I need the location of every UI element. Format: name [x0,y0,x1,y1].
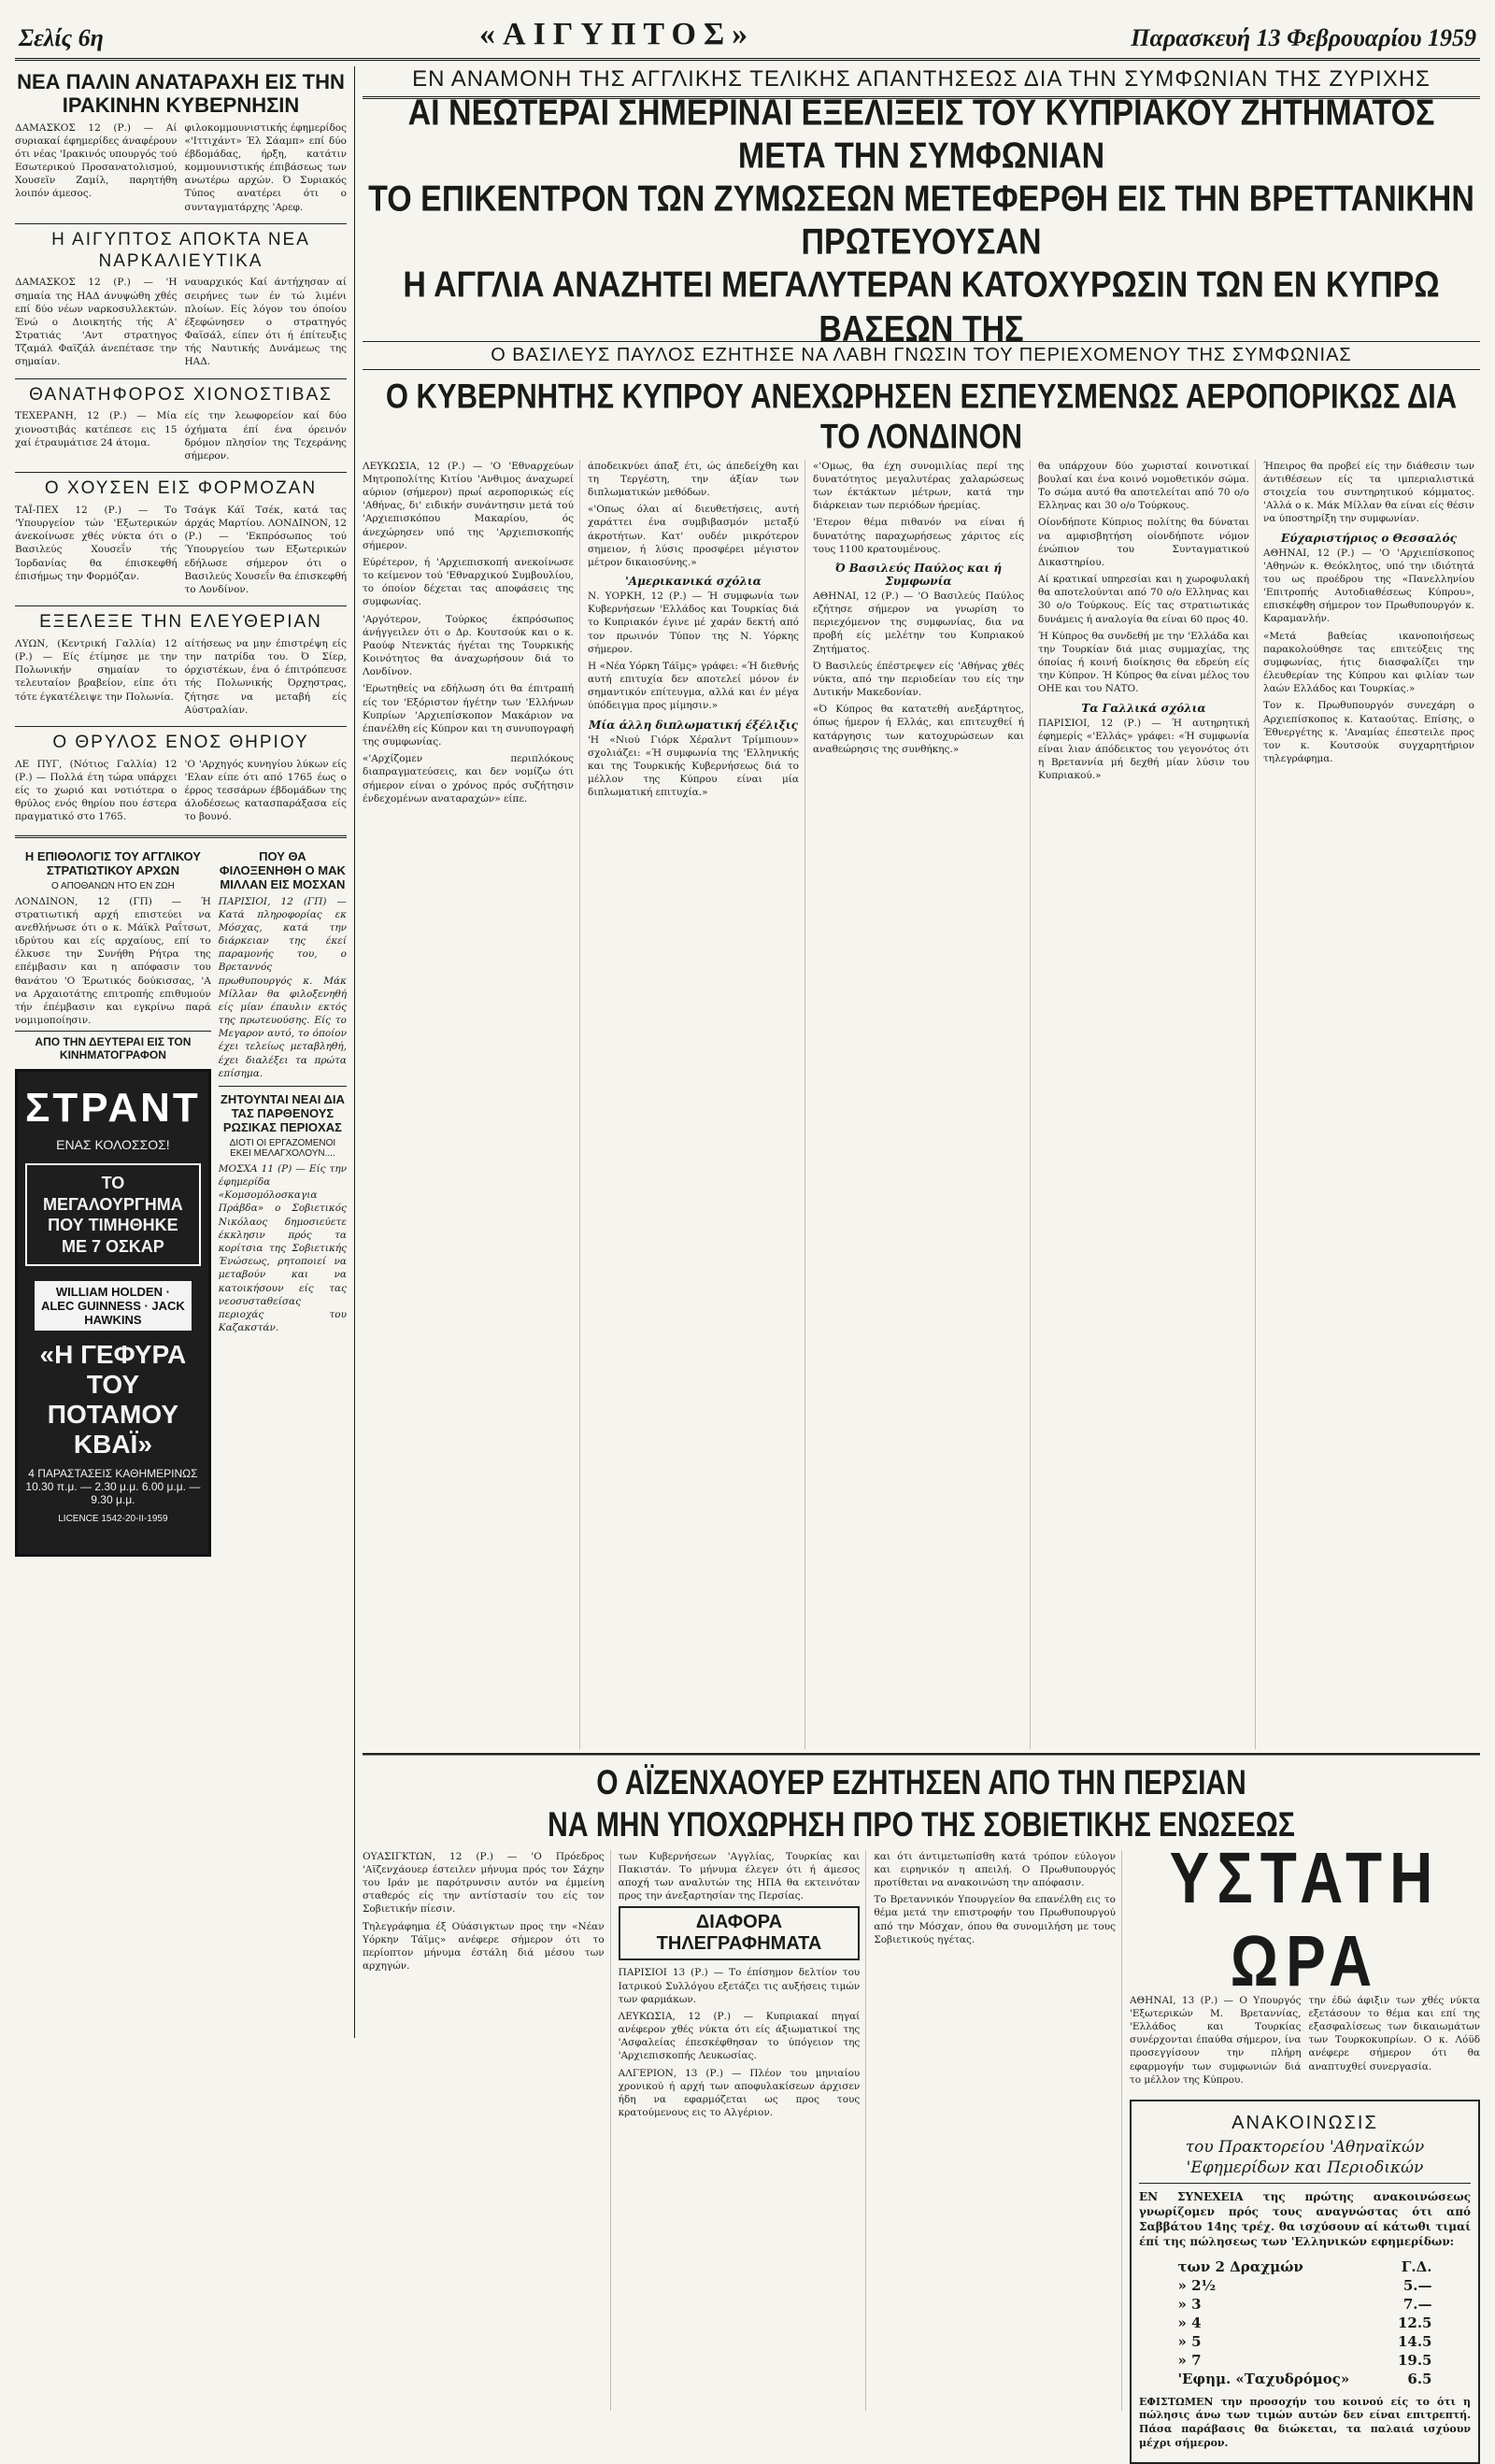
article-headline: ΕΞΕΛΕΞΕ ΤΗΝ ΕΛΕΥΘΕΡΙΑΝ [39,612,322,633]
last-hour-section [1129,1837,1481,2450]
article-headline: ΖΗΤΟΥΝΤΑΙ ΝΕΑΙ ΔΙΑ ΤΑΣ ΠΑΡΘΕΝΟΥΣ ΡΩΣΙΚΑΣ ΠΕΡΙΟΧΑΣ [220,1091,345,1134]
ad-cast: WILLIAM HOLDEN · ALEC GUINNESS · JACK HAWKINS [35,1281,192,1331]
article-text: 'Ετερον θέμα πιθανόν να είναι ή δυνατότης παραχωρήσεως χάριτος είς τους 1100 κρατουμένους. [813,517,1024,555]
announcement-subtitle: του Πρακτορείου 'Αθηναϊκών [1185,2137,1425,2157]
article-text: την έδώ άφιξιν των χθές νύκτα εξετάσουν το θέμα και επί της εξασφαλίσεως των δικαιωμάτων των Τουρκοκυπρίων. Ο κ. Λόϋδ ανέφερε σήμερον ότι θα αναπτυχθεί συνεργασία. [1308,1994,1481,2072]
kicker-headline: ΕΝ ΑΝΑΜΟΝΗ ΤΗΣ ΑΓΓΛΙΚΗΣ ΤΕΛΙΚΗΣ ΑΠΑΝΤΗΣΕΩΣ ΔΙΑ ΤΗΝ ΣΥΜΦΩΝΙΑΝ ΤΗΣ ΖΥΡΙΧΗΣ [363,66,1480,99]
price-row [1172,2332,1437,2351]
article-text: ΑΘΗΝΑΙ, 12 (Ρ.) — 'Ο 'Αρχιεπίσκοπος 'Αθηνών κ. Θεόκλητος, υπό την ιδιότητά του ως προέδρου της «Πανελληνίου 'Επιτροπής Αυτοδιαθέσεως Κύπρου», επισκέφθη σήμερον τον Πρωθυπουργόν κ. Καραμανλήν. [1263,547,1474,625]
main-column [355,66,1481,2450]
article-text: ΔΑΜΑΣΚΟΣ 12 (Ρ.) — Αί συριακαί έφημερίδες άναφέρουν ότι νέας 'Ιρακινός υπουργός τού Εσωτερικού Προσανατολισμού, Χουσεϊν Ζαμίλ, παρητήθη λοιπόν άμεσος. [15,121,178,200]
article-body [15,637,347,720]
divider [15,223,347,224]
divider [15,726,347,727]
divider [15,472,347,473]
price-label: » 2½ [1177,2276,1217,2294]
bottom-section [363,1837,1481,2450]
section-subhead: Τα Γαλλικά σχόλια [1081,701,1206,715]
newspaper-title: «ΑΙΓΥΠΤΟΣ» [479,17,756,51]
article-text: ΛΥΩΝ, (Κεντρική Γαλλία) 12 (Ρ.) — Είς έτίμησε με την Πολωνικήν σημαίαν το τελευταίον βραβείον, είπε ότι τότε έγκατέλειψε την Πολωνία. [15,637,178,703]
second-headline: Ο ΚΥΒΕΡΝΗΤΗΣ ΚΥΠΡΟΥ ΑΝΕΧΩΡΗΣΕΝ ΕΣΠΕΥΣΜΕΝΩΣ ΑΕΡΟΠΟΡΙΚΩΣ ΔΙΑ ΤΟ ΛΟΝΔΙΝΟΝ [385,376,1458,456]
article-body [15,409,347,466]
misc-telegrams-heading: ΔΙΑΦΟΡΑ ΤΗΛΕΓΡΑΦΗΜΑΤΑ [619,1906,861,1960]
article-body [15,758,347,828]
article-text: «'Ομως, θα έχη συνομιλίας περί της δυνατότητος μεγαλυτέρας χαλαρώσεως των έκτάκτων μέτρων, κατά την διάρκειαν των περιόδων ήρεμίας. [813,460,1024,512]
article-text: ΤΕΧΕΡΑΝΗ, 12 (Ρ.) — Μία χιονοστιβάς κατέπεσε εις 15 χαί έτραυμάτισε 24 άτομα. [15,410,178,449]
article-text: ΠΑΡΙΣΙΟΙ 13 (Ρ.) — Το έπίσημον δελτίον του Ιατρικού Συλλόγου εξετάζει τις αυξήσεις τιμών των φαρμάκων. [618,1967,861,2005]
divider [1139,2183,1471,2184]
last-hour-body [1130,1994,1480,2090]
article-text: ΛΕ ΠΥΓ, (Νότιος Γαλλία) 12 (Ρ.) — Πολλά έτη τώρα υπάρχει είς το χωριό και νοτιότερα ο θρύλος ενός θηρίου που έστερα πραγματικό στο 1765. [15,758,178,823]
article-text: ΔΑΜΑΣΚΟΣ 12 (Ρ.) — 'Η σημαία της ΗΑΔ άνυψώθη χθές επί δύο νέων ναρκοσυλλεκτών. Ένώ ο Διοικητής τής Α' Στρατιάς 'Αντ στρατηγος Τζαμάλ Φαϊζάλ άνεπέτασε την σημαίαν. [15,277,178,368]
price-header-left: των 2 Δραχμών [1177,2257,1303,2275]
article-columns [363,460,1480,1749]
article-headline: ΘΑΝΑΤΗΦΟΡΟΣ ΧΙΟΝΟΣΤΙΒΑΣ [29,384,333,405]
newspaper-page [15,15,1481,2450]
price-value: 6.5 [1407,2370,1432,2387]
page-number: Σελίς 6η [19,24,104,51]
article-text: αίτήσεως να μην έπιστρέψη είς την πατρίδα του. Ό Σίερ, όρχιστέκων, ένα ό έπιτρόπευσε τής Πολωνικής Όρχηστρας, ζήτησε να μεταβή είς Αύστραλίαν. [184,637,347,716]
price-value: 14.5 [1397,2332,1432,2350]
article-body [15,121,347,218]
article-text: και ότι άντιμετωπίσθη κατά τρόπον εύλογον και ειρηνικόν η απειλή. Ο Πρωθυπουργός προτίθεται να ανακοινώση την απόφασιν. [874,1850,1116,1888]
article-column-1 [363,460,580,1749]
article-text: Ήπειρος θα προβεί είς την διάθεσιν των άντιθέσεων είς τα ιμπεριαλιστικά στοιχεία του συντηρητικού κόμματος. 'Αλλά ο κ. Μάκ Μίλλαν θα είναι είς θέσιν να ύποστηρίξη την συμφωνίαν. [1263,460,1474,525]
ad-license: LICENCE 1542-20-II-1959 [58,1514,168,1525]
ad-header: ΑΠΟ ΤΗΝ ΔΕΥΤΕΡΑΙ ΕΙΣ ΤΟΝ ΚΙΝΗΜΑΤΟΓΡΑΦΟΝ [15,1031,211,1061]
eisenhower-headline [363,1753,1480,1846]
page-grid [15,66,1481,2450]
article-text: των Κυβερνήσεων 'Αγγλίας, Τουρκίας και Πακιστάν. Το μήνυμα έλεγεν ότι ή άμεσος αποχή των αναλυτών της ΗΠΑ θα εκτεινόταν προς την άνεξαρτησίαν της Περσίας. [618,1850,861,1902]
section-subhead: Εύχαριστήριος ο Θεσσαλός [1281,531,1457,545]
article-text: ΠΑΡΙΣΙΟΙ, 12 (ΓΠ) — Κατά πληροφορίας εκ Μόσχας, κατά την διάρκειαν της έκεί παραμονής του, ο Βρεταννός πρωθυπουργός κ. Μάκ Μίλλαν θα φιλοξενηθή είς μίαν έπαυλιν εκτός της πρωτευούσης. Είς το Μεγαρον αυτό, το όποίον έχει τελείως μεταβληθή, έχει διαλέξει τα πρώτα επίσημα. [218,895,347,1079]
price-label: » 4 [1177,2314,1202,2331]
bottom-column-1 [363,1850,611,2411]
article-text: «'Αρχίζομεν περιπλόκους διαπραγματεύσεις, και δεν νομίζω ότι σήμερον είναι ο χρόνος πρός συζήτησιν ένδεχομένων αναταραχών» είπε. [363,753,574,805]
divider [15,378,347,379]
article-subheadline: Ο ΑΠΟΘΑΝΩΝ ΗΤΟ ΕΝ ΖΩΗ [50,880,175,891]
article-text: ΤΑΪ-ΠΕΧ 12 (Ρ.) — Το 'Υπουργείον τών 'Εξωτερικών άνεκοίνωσε χθές νύκτα ότι ο Βασιλεύς Χουσεΐν τής Ίορδανίας θα έπισκεφθή έπισήμως την Φορμόζαν. [15,504,178,582]
price-value: 12.5 [1397,2314,1432,2331]
article-text: 'Αργότερον, Τούρκος έκπρόσωπος άνήγγειλεν ότι ο Δρ. Κουτσούκ και ο κ. Ραούφ Ντενκτάς ήγέται της Τουρκικής Κοινότητος θα άναχωρήσουν διά το Λονδίνον. [363,613,574,678]
price-label: 'Εφημ. «Ταχυδρόμος» [1177,2370,1350,2387]
article-text: ΑΛΓΕΡΙΟΝ, 13 (Ρ.) — Πλέον του μηνιαίου χρονικού ή αρχή των αποφυλακίσεων άρχισεν ήδη να εφαρμόζεται ως προς τους κρατούμενους εις το Αλγέριον. [618,2067,861,2119]
sub-headline: Ο ΒΑΣΙΛΕΥΣ ΠΑΥΛΟΣ ΕΖΗΤΗΣΕ ΝΑ ΛΑΒΗ ΓΝΩΣΙΝ ΤΟΥ ΠΕΡΙΕΧΟΜΕΝΟΥ ΤΗΣ ΣΥΜΦΩΝΙΑΣ [363,341,1480,370]
ad-movie-title: «Η ΓΕΦΥΡΑ ΤΟΥ ΠΟΤΑΜΟΥ ΚΒΑΪ» [39,1340,187,1460]
ad-oscar-box: ΤΟ ΜΕΓΑΛΟΥΡΓΗΜΑ ΠΟΥ ΤΙΜΗΘΗΚΕ ΜΕ 7 ΟΣΚΑΡ [25,1163,201,1266]
bottom-column-3 [874,1850,1122,2411]
article-body [15,276,347,372]
article-text: ΠΑΡΙΣΙΟΙ, 12 (Ρ.) — Ή αυτηρητική έφημερίς «'Ελλάς» γράφει: «Ή συμφωνία είναι λιαν άπόδεικτος του γεγονότος ότι η Βρεταννία μή δεχθή μίαν λύσιν του Κυπριακού.» [1038,717,1249,782]
article-headline: ΠΟΥ ΘΑ ΦΙΛΟΞΕΝΗΘΗ Ο ΜΑΚ ΜΙΛΛΑΝ ΕΙΣ ΜΟΣΧΑΝ [219,848,346,891]
article-text: 'Η «Νιού Γιόρκ Χέραλντ Τρίμπιουν» σχολιάζει: «Ή συμφωνία της 'Ελληνικής και της Τουρκικής Κυβερνήσεως διά το μέλλον της Κύπρου είναι μία διπλωματική επιτυχία.» [588,734,799,799]
article-text: Το Βρεταννικόν Υπουργείον θα επανέλθη εις το θέμα μετά την επιστροφήν του Πρωθυπουργού από την Μόσχαν, όπου θα συνομιλήση με τους Σοβιετικούς ηγέτας. [874,1894,1116,1945]
last-hour-heading: ΥΣΤΑΤΗ ΩΡΑ [1169,1837,1441,2001]
article-text: Η «Νέα Υόρκη Τάϊμς» γράφει: «Ή διεθνής αυτή επιτυχία δεν αποτελεί μόνον έν σημαντικόν επίτευγμα, αλλά και έν μέγα ύπόδειγμα προς μίμησιν.» [588,660,799,712]
price-row [1172,2276,1437,2295]
article-text: άποδεικνύει άπαξ έτι, ώς άπεδείχθη και τη Τεργέστη, την άξίαν των διπλωματικών μεθόδων. [588,460,799,498]
announcement-box [1130,2100,1480,2464]
price-value: 7.— [1402,2295,1432,2313]
article-text: θα υπάρχουν δύο χωρισταί κοινοτικαί βουλαί και ένα κοινό νομοθετικόν σώμα. Το σώμα αυτό θα αποτελείται από 70 ο/ο Ελληνας και 30 ο/ο Τούρκους. [1038,460,1249,512]
article-subheadline: ΔΙΟΤΙ ΟΙ ΕΡΓΑΖΟΜΕΝΟΙ ΕΚΕΙ ΜΕΛΑΓΧΟΛΟΥΝ.... [229,1137,336,1159]
announcement-footer: ΕΦΙΣΤΩΜΕΝ την προσοχήν του κοινού είς το ότι η πώλησις άνω των τιμών αυτών δεν είναι επιτρεπτή. Πάσα παράβασις θα διώκεται, τα παλαιά ισχύουν μέχρι σήμερον. [1138,2395,1472,2450]
announcement-text: ΕΝ ΣΥΝΕΧΕΙΑ της πρώτης ανακοινώσεως γνωρίζομεν πρός τους αναγνώστας ότι από Σαββάτου 14ης τρέχ. θα ισχύσουν αί κάτωθι τιμαί έπί της πώλησεως των 'Ελληνικών εφημερίδων: [1138,2189,1472,2249]
article-text: είς την λεωφορείον καί δύο όχήματα έπί ένα όρεινόν δρόμον πλησίον της Τεχεράνης σήμερον. [184,410,347,462]
article-text: ναυαρχικός Καί άντήχησαν αί σειρήνες των έν τώ λιμένι πλοίων. Είς λόγον του όποίου έξεφώνησεν ο στρατηγός Φαϊσάλ, είπεν ότι ή έπίτευξις τής Ναυτικής Δυνάμεως της ΗΑΔ. [184,277,347,368]
section-subhead: 'Αμερικανικά σχόλια [625,575,762,589]
article-text: «Μετά βαθείας ικανοποιήσεως παρακολούθησε τας επιτεύξεις της συμφωνίας, ήτις διασφαλίζει την έλευθερίαν της Κύπρου και φιλίαν των λαών Ελλάδος και Τουρκίας.» [1263,630,1474,695]
price-row [1172,2295,1437,2314]
article-text: ΑΘΗΝΑΙ, 12 (Ρ.) — 'Ο Βασιλεύς Παύλος εζήτησε σήμερον να γνωρίση το περιεχόμενον της συμφωνίας, δια να προβή είς μελέτην του Κυπριακού Ζητήματος. [813,590,1024,655]
article-text: «Ό Κύπρος θα κατατεθή ανεξάρτητος, όπως ήμερον ή Ελλάς, και επιτευχθεί ή κατάργησις των κατοχυρώσεων και αναθεώρησις της συνθήκης.» [813,704,1024,755]
divider [219,1086,347,1087]
price-row [1172,2370,1437,2388]
article-text: Τηλεγράφημα έξ Ούάσιγκτων προς την «Νέαν Υόρκην Τάϊμς» ανέφερε σήμερον ότι το περίοπτον μήνυμα έστάλη διά μέσου των αρχηγών. [363,1920,605,1973]
article-text: ΟΥΑΣΙΓΚΤΩΝ, 12 (Ρ.) — 'Ο Πρόεδρος 'Αϊζενχάουερ έστειλεν μήνυμα πρός τον Σάχην του Ιράν με παρότρυνσιν αυτόν να έμμείνη σταθερός είς την αντίστασίν του είς τον Σοβιετικήν πίεσιν. [363,1850,605,1916]
article-text: Εύρέτερον, ή 'Αρχιεπισκοπή ανεκοίνωσε το κείμενον τού 'Εθναρχικού Συμβουλίου, το όποίον δέχεται τας αποφάσεις της συμφωνίας. [363,556,574,608]
price-header-row [1172,2257,1437,2276]
article-text: «'Οπως όλαι αί διευθετήσεις, αυτή χαράττει ένα συμβιβασμόν μεταξύ άκροτήτων. Κατ' ουδέν μικρότερον σημειον, ή λύσις προσφέρει μέγιστον μέτρον δικαιοσύνης.» [588,504,799,568]
article-column-4 [1038,460,1256,1749]
article-text: ΛΟΝΔΙΝΟΝ, 12 (ΓΠ) — Ή στρατιωτική αρχή επιστεύει να ανεθλήνωσε ότι ο κ. Μάϊκλ Ραΐτσωτ, ιδρύτου και είς αρχαίους, επί το έλκυσε την Συνήθη Ρήτρα της επέμβασιν και η απόφασιν του θανάτου 'Ο Έρωτικός δούκισσας, 'Α να Αρχαιοτάτης επιτροπής επιθυμούν τήν έπέμβασιν και εγκρίνω παρά νομιμοποίησιν. [15,895,211,1027]
article-text: Αί κρατικαί υπηρεσίαι και η χωροφυλακή θα αποτελούνται από 70 ο/ο Ελληνας και 30 ο/ο Τούρκους. Είς τας στρατιωτικάς δυνάμεις ή αναλογία θα είναι 60 προς 40. [1038,574,1249,625]
announcement-subtitle: 'Εφημερίδων και Περιοδικών [1186,2158,1424,2177]
article-text: ΜΟΣΧΑ 11 (Ρ) — Είς την έφημερίδα «Κομσομόλοσκαγια Πράβδα» ο Σοβιετικός Νικόλαος δημοσιεύετε έκκλησιν πρός τα κορίτσια της Σοβιετικής Ένώσεως, ρητοποιεί να μεταβούν και να κατοικήσουν είς τας νεοσυσταθείσας περιοχάς του Καζακστάν. [218,1162,347,1334]
cinema-advertisement [15,1069,211,1557]
main-headline-line: ΑΙ ΝΕΩΤΕΡΑΙ ΣΗΜΕΡΙΝΑΙ ΕΞΕΛΙΞΕΙΣ ΤΟΥ ΚΥΠΡΙΑΚΟΥ ΖΗΤΗΜΑΤΟΣ ΜΕΤΑ ΤΗΝ ΣΥΜΦΩΝΙΑΝ [407,93,1435,177]
article-headline: Ο ΘΡΥΛΟΣ ΕΝΟΣ ΘΗΡΙΟΥ [52,732,309,752]
price-table [1172,2257,1437,2388]
headline-line: Ο ΑΪΖΕΝΧΑΟΥΕΡ ΕΖΗΤΗΣΕΝ ΑΠΟ ΤΗΝ ΠΕΡΣΙΑΝ [596,1762,1246,1802]
main-headline [363,92,1480,350]
article-text: ΛΕΥΚΩΣΙΑ, 12 (Ρ.) — Κυπριακαί πηγαί ανέφερον χθές νύκτα ότι είς άξιωματικοί της 'Ασφαλείας έπεσκέφθησαν το ύπόγειον της 'Αρχιεπισκοπής Λευκωσίας. [618,2010,861,2062]
main-headline-line: ΤΟ ΕΠΙΚΕΝΤΡΟΝ ΤΩΝ ΖΥΜΩΣΕΩΝ ΜΕΤΕΦΕΡΘΗ ΕΙΣ ΤΗΝ ΒΡΕΤΤΑΝΙΚΗΝ ΠΡΩΤΕΥΟΥΣΑΝ [368,178,1474,263]
article-text: ΛΕΥΚΩΣΙΑ, 12 (Ρ.) — 'Ο 'Εθναρχεύων Μητροπολίτης Κιτίου 'Ανθιμος άναχωρεί αύριον (σήμερον) πρωί αεροπορικώς είς 'Αθήνας, δι' ειδικήν συνάντησιν μετά τού 'Αρχιεπισκόπου Μακαρίου, ός άνεχώρησεν υπό της 'Αρχιεπισκοπής σήμερον. [363,460,574,551]
section-subhead: Μία άλλη διπλωματική έξέλιξις [589,718,798,732]
article-column-5 [1263,460,1480,1749]
price-label: » 5 [1177,2332,1202,2350]
price-row [1172,2351,1437,2370]
article-text: 'Ο 'Αρχηγός κυνηγίου λύκων είς 'Ελαν είπε ότι από 1765 έως ο έρρος τεσσάρων έβδομάδων της άλοδέσεως κατασπαράξασα είς το βουνό. [184,758,347,823]
article-text: Τσάγκ Κάϊ Τσέκ, κατά τας άρχάς Μαρτίου. ΛΟΝΔΙΝΟΝ, 12 (Ρ.) — 'Εκπρόσωπος τού Ύπουργείου των Εξωτερικών εδήλωσε σήμερον ότι ο Βασιλεύς Χουσεΐν θα έπισκεφθή το Λονδίνον. [184,504,347,595]
article-headline: Η ΑΙΓΥΠΤΟΣ ΑΠΟΚΤΑ ΝΕΑ ΝΑΡΚΑΛΙΕΥΤΙΚΑ [51,229,310,271]
article-text: Τον κ. Πρωθυπουργόν συνεχάρη ο Αρχιεπίσκοπος κ. Καταούτας. Επίσης, ο Έθνεργέτης κ. 'Αναμίας έπεστειλε προς τον κ. Κουτσούκ συγχαρητήριον τηλεγράφημα. [1263,700,1474,765]
announcement-title: ΑΝΑΚΟΙΝΩΣΙΣ [1232,2112,1378,2133]
left-column [15,66,355,2038]
bottom-column-2 [619,1850,867,2411]
price-label: » 7 [1177,2351,1202,2369]
issue-date: Παρασκευή 13 Φεβρουαρίου 1959 [1131,24,1476,51]
lower-left-articles [15,846,347,1558]
section-subhead: Ό Βασιλεύς Παύλος και ή Συμφωνία [834,561,1003,588]
article-text: Ό Βασιλεύς έπέστρεψεν είς 'Αθήνας χθές νύκτα, από την περιοδείαν του είς την Δυτικήν Μακεδονίαν. [813,660,1024,699]
article-text: Ν. ΥΟΡΚΗ, 12 (Ρ.) — Ή συμφωνία των Κυβερνήσεων 'Ελλάδος και Τουρκίας διά το Κυπριακόν έγινε μέ χαράν δεκτή από τον πρωινόν Τύπον της Ν. Υόρκης σήμερον. [588,591,799,655]
cinema-name: ΣΤΡΑΝΤ [25,1085,201,1132]
article-body [15,504,347,600]
price-value: 19.5 [1397,2351,1432,2369]
price-label: » 3 [1177,2295,1202,2313]
article-column-3 [813,460,1031,1749]
price-value: 5.— [1402,2276,1432,2294]
divider [15,605,347,606]
masthead [15,15,1480,61]
main-headline-line: Η ΑΓΓΛΙΑ ΑΝΑΖΗΤΕΙ ΜΕΓΑΛΥΤΕΡΑΝ ΚΑΤΟΧΥΡΩΣΙΝ ΤΩΝ ΕΝ ΚΥΠΡΩ ΒΑΣΕΩΝ ΤΗΣ [403,264,1440,349]
ad-showtimes: 4 ΠΑΡΑΣΤΑΣΕΙΣ ΚΑΘΗΜΕΡΙΝΩΣ 10.30 π.μ. — 2.30 μ.μ. 6.00 μ.μ. — 9.30 μ.μ. [25,1467,201,1507]
article-text: ΑΘΗΝΑΙ, 13 (Ρ.) — Ο Υπουργός 'Εξωτερικών Μ. Βρεταννίας, 'Ελλάδος και Τουρκίας συνέρχονται έπαύθα σήμερον, ίνα προσεγγίσουν την πλήρη εφαρμογήν των συμφωνιών διά το μέλλον της Κύπρου. [1129,1994,1302,2086]
article-text: φιλοκομμουνιστικής έφημερίδος «'Ιττιχάντ» Έλ Σάαμπ» επί δύο έβδομάδας, ήρξη, κατάτιν κομμουνιστικής έπιβάσεως των ανωτέρω αρχών. Ό Συριακός Τύπος ανατέρει ότι ο συνταγματάρχης 'Αρεφ. [184,121,348,213]
article-text: Οίονδήποτε Κύπριος πολίτης θα δύναται να αμφισβητήση οίονδήποτε νόμον ένώπιον του Συνταγματικού Δικαστηρίου. [1038,517,1249,568]
headline-line: ΝΑ ΜΗΝ ΥΠΟΧΩΡΗΣΗ ΠΡΟ ΤΗΣ ΣΟΒΙΕΤΙΚΗΣ ΕΝΩΣΕΩΣ [548,1804,1295,1844]
article-headline: Η ΕΠΙΘΟΛΟΓΙΣ ΤΟΥ ΑΓΓΛΙΚΟΥ ΣΤΡΑΤΙΩΤΙΚΟΥ ΑΡΧΩΝ [24,848,201,877]
article-headline: Ο ΧΟΥΣΕΝ ΕΙΣ ΦΟΡΜΟΖΑΝ [44,478,318,499]
ad-tagline: ΕΝΑΣ ΚΟΛΟΣΣΟΣ! [56,1137,170,1153]
article-text: Ή Κύπρος θα συνδεθή με την 'Ελλάδα και την Τουρκίαν διά μιας συμμαχίας, της όποίας ή κοινή διοίκησις θα εδρεύη είς την Κύπρον. Ή Κύπρος θα είναι μέλος του ΟΗΕ και του ΝΑΤΟ. [1038,630,1249,695]
article-text: 'Ερωτηθείς να εδήλωση ότι θα έπιτραπή είς τον 'Εξόριστον ήγέτην των 'Ελλήνων Κυπρίων 'Αρχιεπίσκοπον Μακάριον να έπανέλθη είς Κύπρον και τη συνυπογραφή της συμφωνίας. [363,683,574,748]
article-column-2 [588,460,805,1749]
price-row [1172,2314,1437,2332]
price-header-right: Γ.Δ. [1401,2257,1432,2275]
article-headline: ΝΕΑ ΠΑΛΙΝ ΑΝΑΤΑΡΑΧΗ ΕΙΣ ΤΗΝ ΙΡΑΚΙΝΗΝ ΚΥΒΕΡΝΗΣΙΝ [17,70,345,118]
divider [15,835,347,838]
